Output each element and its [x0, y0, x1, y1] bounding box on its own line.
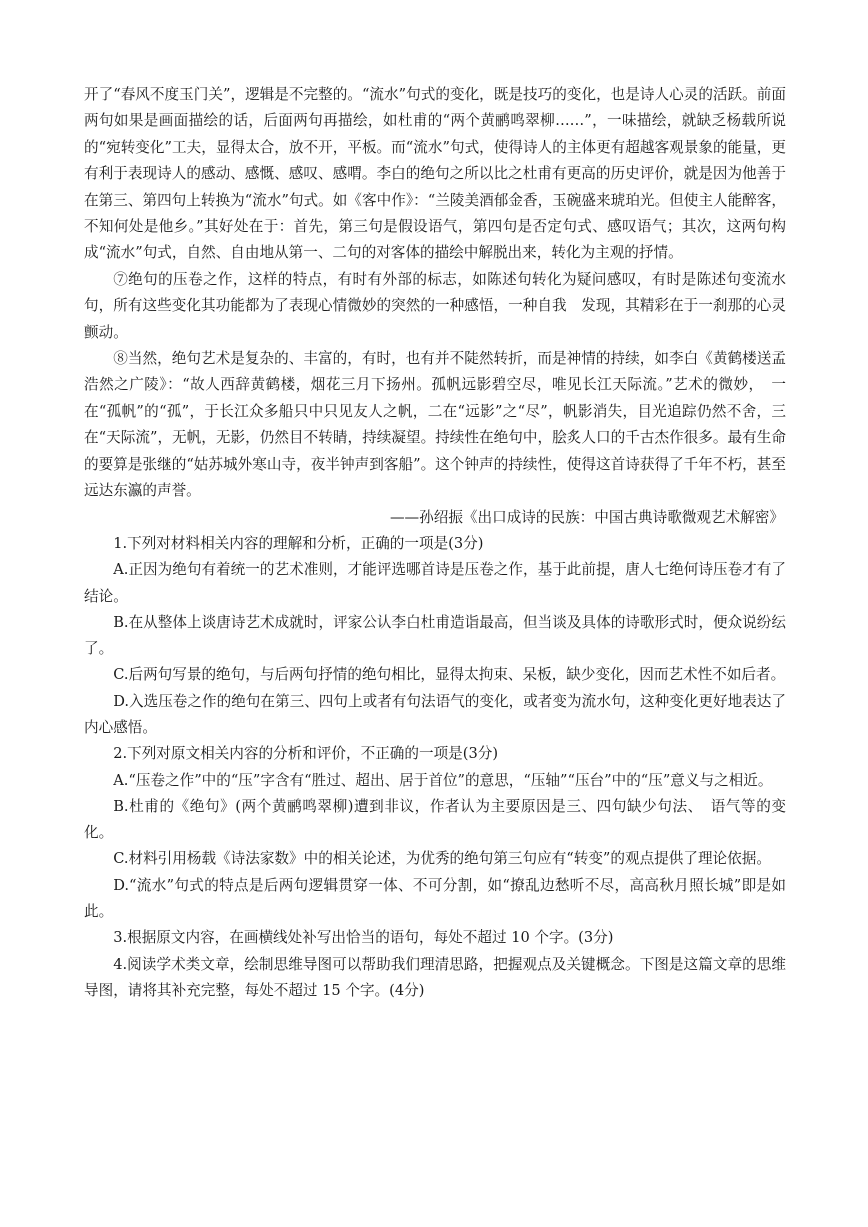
- question-2-option-a: A.“压卷之作”中的“压”字含有“胜过、超出、居于首位”的意思，“压轴”“压台”中的“压”意义与之相近。: [113, 771, 773, 789]
- question-2-option-b: B.杜甫的《绝句》(两个黄鹂鸣翠柳)遭到非议，作者认为主要原因是三、四句缺少句法、 语气等的变化。: [84, 797, 786, 842]
- question-2-option-d: D.“流水”句式的特点是后两句逻辑贯穿一体、不可分割，如“撩乱边愁听不尽，高高秋月照长城”即是如此。: [84, 876, 786, 921]
- passage-source: ——孙绍振《出口成诗的民族：中国古典诗歌微观艺术解密》: [389, 508, 784, 526]
- question-2-option-c: C.材料引用杨载《诗法家数》中的相关论述，为优秀的绝句第三句应有“转变”的观点提供了理论依据。: [113, 850, 771, 868]
- question-list: [84, 531, 786, 1004]
- question-2-stem: 2.下列对原文相关内容的分析和评价，不正确的一项是(3分): [113, 745, 499, 763]
- question-1-option-b: B.在从整体上谈唐诗艺术成就时，评家公认李白杜甫造诣最高，但当谈及具体的诗歌形式时，便众说纷纭了。: [84, 613, 786, 658]
- passage-paragraph-8: ⑧当然，绝句艺术是复杂的、丰富的，有时，也有并不陡然转折，而是神情的持续，如李白《黄鹤楼送孟浩然之广陵》：“故人西辞黄鹤楼，烟花三月下扬州。孤帆远影碧空尽，唯见长江天际流。”艺术的微妙， 一在“孤帆”的“孤”，于长江众多船只中只见友人之帆，二在“远影”之“尽”，帆影消失，目光追踪仍然不舍，三在“天际流”，无帆，无影，仍然目不转睛，持续凝望。持续性在绝句中，脍炙人口的千古杰作很多。最有生命的要算是张继的“姑苏城外寒山寺，夜半钟声到客船”。这个钟声的持续性，使得这首诗获得了千年不朽，甚至远达东瀛的声誉。: [84, 350, 786, 500]
- passage-paragraph-6-continued: 开了“春风不度玉门关”，逻辑是不完整的。“流水”句式的变化，既是技巧的变化，也是诗人心灵的活跃。前面两句如果是画面描绘的话，后面两句再描绘，如杜甫的“两个黄鹂鸣翠柳……”，一味描绘，就缺乏杨载所说的“宛转变化”工夫，显得太合，放不开，平板。而“流水”句式，使得诗人的主体更有超越客观景象的能量，更有利于表现诗人的感动、感慨、感叹、感喟。李白的绝句之所以比之杜甫有更高的历史评价，就是因为他善于在第三、第四句上转换为“流水”句式。如《客中作》：“兰陵美酒郁金香，玉碗盛来琥珀光。但使主人能醉客，不知何处是他乡。”其好处在于：首先，第三句是假设语气，第四句是否定句式、感叹语气；其次，这两句构成“流水”句式，自然、自由地从第一、二句的对客体的描绘中解脱出来，转化为主观的抒情。: [84, 86, 786, 262]
- question-1-stem: 1.下列对材料相关内容的理解和分析，正确的一项是(3分): [113, 534, 484, 552]
- question-1-option-a: A.正因为绝句有着统一的艺术准则，才能评选哪首诗是压卷之作，基于此前提，唐人七绝何诗压卷才有了结论。: [84, 561, 786, 605]
- question-1-option-c: C.后两句写景的绝句，与后两句抒情的绝句相比，显得太拘束、呆板，缺少变化，因而艺术性不如后者。: [113, 666, 786, 684]
- document-page: [84, 82, 786, 1004]
- question-4-stem: 4.阅读学术类文章，绘制思维导图可以帮助我们理清思路，把握观点及关键概念。下图是这篇文章的思维导图，请将其补充完整，每处不超过 15 个字。(4分): [84, 955, 786, 999]
- question-3-stem: 3.根据原文内容，在画横线处补写出恰当的语句，每处不超过 10 个字。(3分): [113, 929, 614, 947]
- reading-passage: [84, 82, 786, 531]
- passage-paragraph-7: ⑦绝句的压卷之作，这样的特点，有时有外部的标志，如陈述句转化为疑问感叹，有时是陈述句变流水句，所有这些变化其功能都为了表现心情微妙的突然的一种感悟，一种自我 发现，其精彩在于一刹那的心灵颤动。: [84, 270, 786, 341]
- question-1-option-d: D.入选压卷之作的绝句在第三、四句上或者有句法语气的变化，或者变为流水句，这种变化更好地表达了内心感悟。: [84, 692, 786, 736]
